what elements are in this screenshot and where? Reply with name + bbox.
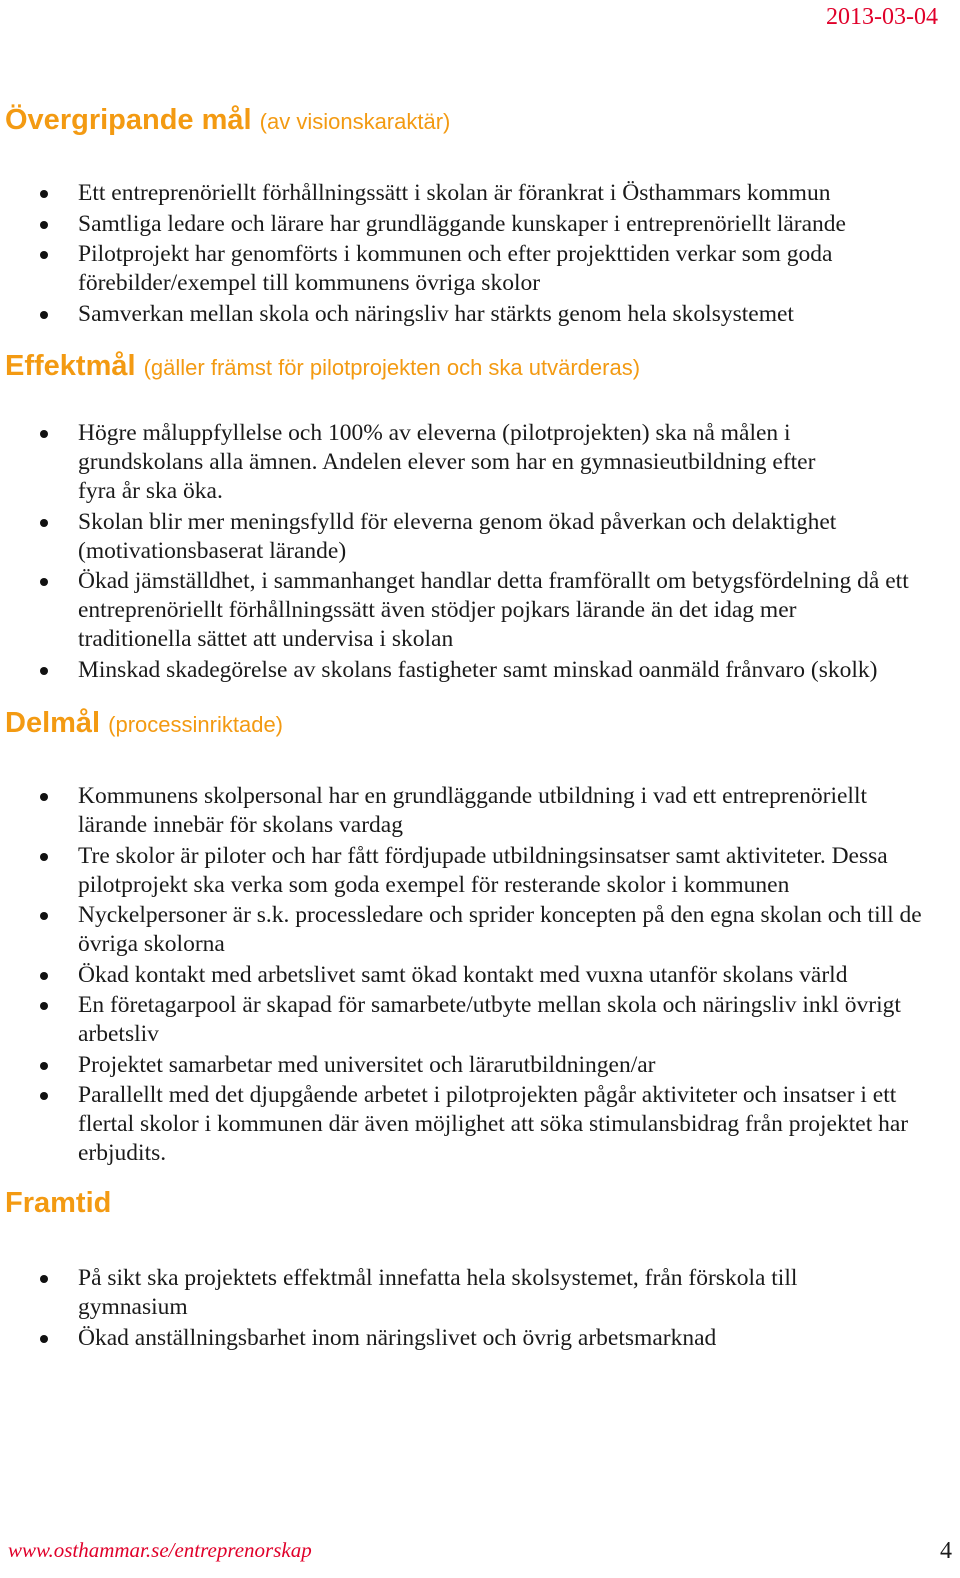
section-subtitle: (gäller främst för pilotprojekten och ska utvärderas) (143, 355, 641, 380)
section-title: Övergripande mål (5, 104, 252, 136)
bullet-icon (40, 667, 48, 675)
bullet-icon (40, 519, 48, 527)
bullet-icon (40, 1092, 48, 1100)
footer-link[interactable]: www.osthammar.se/entreprenorskap (8, 1538, 312, 1562)
list-item: Högre måluppfyllelse och 100% av eleverna (pilotprojekten) ska nå målen i grundskolans alla ämnen. Andelen elever som har en gymnasieutbildning efter fyra år ska öka. (0, 419, 935, 506)
bullet-icon (40, 1002, 48, 1010)
section-heading (0, 706, 960, 742)
section-future (0, 1186, 960, 1354)
section-heading (0, 349, 960, 385)
list-item: Ökad kontakt med arbetslivet samt ökad kontakt med vuxna utanför skolans värld (0, 961, 960, 990)
list-item: Samtliga ledare och lärare har grundläggande kunskaper i entreprenöriellt lärande (0, 210, 900, 239)
list-item: Ökad anställningsbarhet inom näringslivet och övrig arbetsmarknad (0, 1324, 900, 1353)
bullet-icon (40, 912, 48, 920)
bullet-icon (40, 793, 48, 801)
section-title: Effektmål (5, 350, 136, 382)
section-title: Delmål (5, 707, 101, 739)
section-effect-goals (0, 349, 960, 686)
goal-list (0, 782, 960, 1168)
bullet-icon (40, 311, 48, 319)
section-heading (0, 103, 960, 139)
bullet-icon (40, 430, 48, 438)
list-item: Skolan blir mer meningsfylld för eleverna genom ökad påverkan och delaktighet (motivationsbaserat lärande) (0, 508, 935, 566)
section-overall-goals (0, 103, 960, 330)
page-number: 4 (940, 1538, 952, 1564)
list-item: Samverkan mellan skola och näringsliv har stärkts genom hela skolsystemet (0, 300, 900, 329)
section-sub-goals (0, 706, 960, 1170)
bullet-icon (40, 853, 48, 861)
section-title: Framtid (5, 1187, 112, 1219)
list-item: Minskad skadegörelse av skolans fastigheter samt minskad oanmäld frånvaro (skolk) (0, 656, 935, 685)
list-item: Kommunens skolpersonal har en grundläggande utbildning i vad ett entreprenöriellt lärande innebär för skolans vardag (0, 782, 960, 840)
list-item: På sikt ska projektets effektmål innefatta hela skolsystemet, från förskola till gymnasium (0, 1264, 900, 1322)
list-item: Ökad jämställdhet, i sammanhanget handlar detta framförallt om betygsfördelning då ett entreprenöriellt förhållningssätt även stödjer pojkars lärande än det idag mer traditionella sättet att undervisa i skolan (0, 567, 935, 654)
list-item: Ett entreprenöriellt förhållningssätt i skolan är förankrat i Östhammars kommun (0, 179, 900, 208)
list-item: Tre skolor är piloter och har fått fördjupade utbildningsinsatser samt aktiviteter. Dessa pilotprojekt ska verka som goda exempel för resterande skolor i kommunen (0, 842, 960, 900)
bullet-icon (40, 972, 48, 980)
section-subtitle: (processinriktade) (108, 712, 284, 737)
list-item: Projektet samarbetar med universitet och lärarutbildningen/ar (0, 1051, 960, 1080)
section-heading (0, 1186, 960, 1220)
document-date: 2013-03-04 (826, 4, 938, 30)
bullet-icon (40, 1335, 48, 1343)
goal-list (0, 1264, 900, 1353)
bullet-icon (40, 221, 48, 229)
bullet-icon (40, 578, 48, 586)
bullet-icon (40, 190, 48, 198)
bullet-icon (40, 1275, 48, 1283)
bullet-icon (40, 251, 48, 259)
list-item: Nyckelpersoner är s.k. processledare och sprider koncepten på den egna skolan och till de övriga skolorna (0, 901, 960, 959)
goal-list (0, 179, 900, 329)
list-item: Parallellt med det djupgående arbetet i pilotprojekten pågår aktiviteter och insatser i ett flertal skolor i kommunen där även möjlighet att söka stimulansbidrag från projektet har erbjudits. (0, 1081, 960, 1168)
section-subtitle: (av visionskaraktär) (259, 109, 451, 134)
list-item: En företagarpool är skapad för samarbete/utbyte mellan skola och näringsliv inkl övrigt arbetsliv (0, 991, 960, 1049)
bullet-icon (40, 1062, 48, 1070)
goal-list (0, 419, 935, 685)
list-item: Pilotprojekt har genomförts i kommunen och efter projekttiden verkar som goda förebilder/exempel till kommunens övriga skolor (0, 240, 900, 298)
